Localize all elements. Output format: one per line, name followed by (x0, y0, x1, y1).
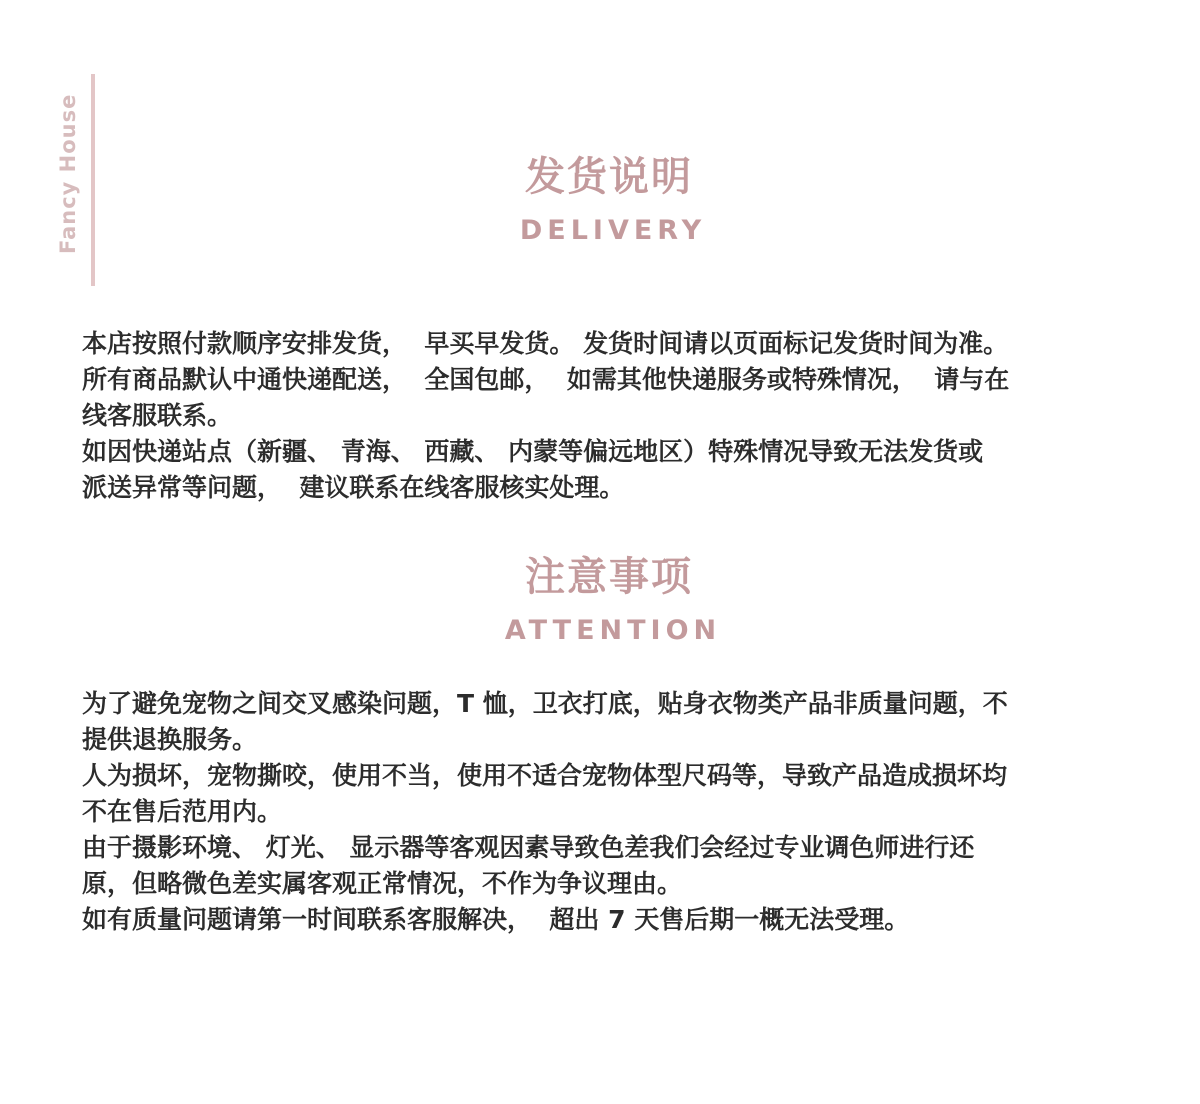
attention-title-en: ATTENTION (504, 615, 722, 646)
brand-name: Fancy House (56, 93, 80, 254)
delivery-line: 线客服联系。 (82, 401, 233, 430)
delivery-line: 如因快递站点（新疆、 青海、 西藏、 内蒙等偏远地区）特殊情况导致无法发货或 (82, 437, 984, 466)
attention-title-cn: 注意事项 (525, 554, 693, 600)
delivery-line: 本店按照付款顺序安排发货， 早买早发货。 发货时间请以页面标记发货时间为准。 (82, 329, 1009, 358)
delivery-title-en: DELIVERY (519, 215, 707, 246)
delivery-line: 所有商品默认中通快递配送， 全国包邮， 如需其他快递服务或特殊情况， 请与在 (82, 365, 1010, 394)
attention-line: 为了避免宠物之间交叉感染问题，T 恤，卫衣打底，贴身衣物类产品非质量问题，不 (82, 689, 1008, 718)
attention-line: 如有质量问题请第一时间联系客服解决， 超出 7 天售后期一概无法受理。 (82, 905, 910, 934)
attention-line: 提供退换服务。 (82, 725, 258, 754)
delivery-title-cn: 发货说明 (525, 154, 693, 200)
attention-line: 由于摄影环境、 灯光、 显示器等客观因素导致色差我们会经过专业调色师进行还 (82, 833, 975, 862)
attention-body (82, 686, 1172, 938)
delivery-body (82, 326, 1172, 506)
attention-line: 不在售后范用内。 (82, 797, 283, 826)
delivery-heading (0, 152, 1200, 248)
attention-line: 原，但略微色差实属客观正常情况，不作为争议理由。 (82, 869, 683, 898)
attention-line: 人为损坏，宠物撕咬，使用不当，使用不适合宠物体型尺码等，导致产品造成损坏均 (82, 761, 1008, 790)
delivery-line: 派送异常等问题， 建议联系在线客服核实处理。 (82, 473, 625, 502)
attention-heading (0, 552, 1200, 648)
